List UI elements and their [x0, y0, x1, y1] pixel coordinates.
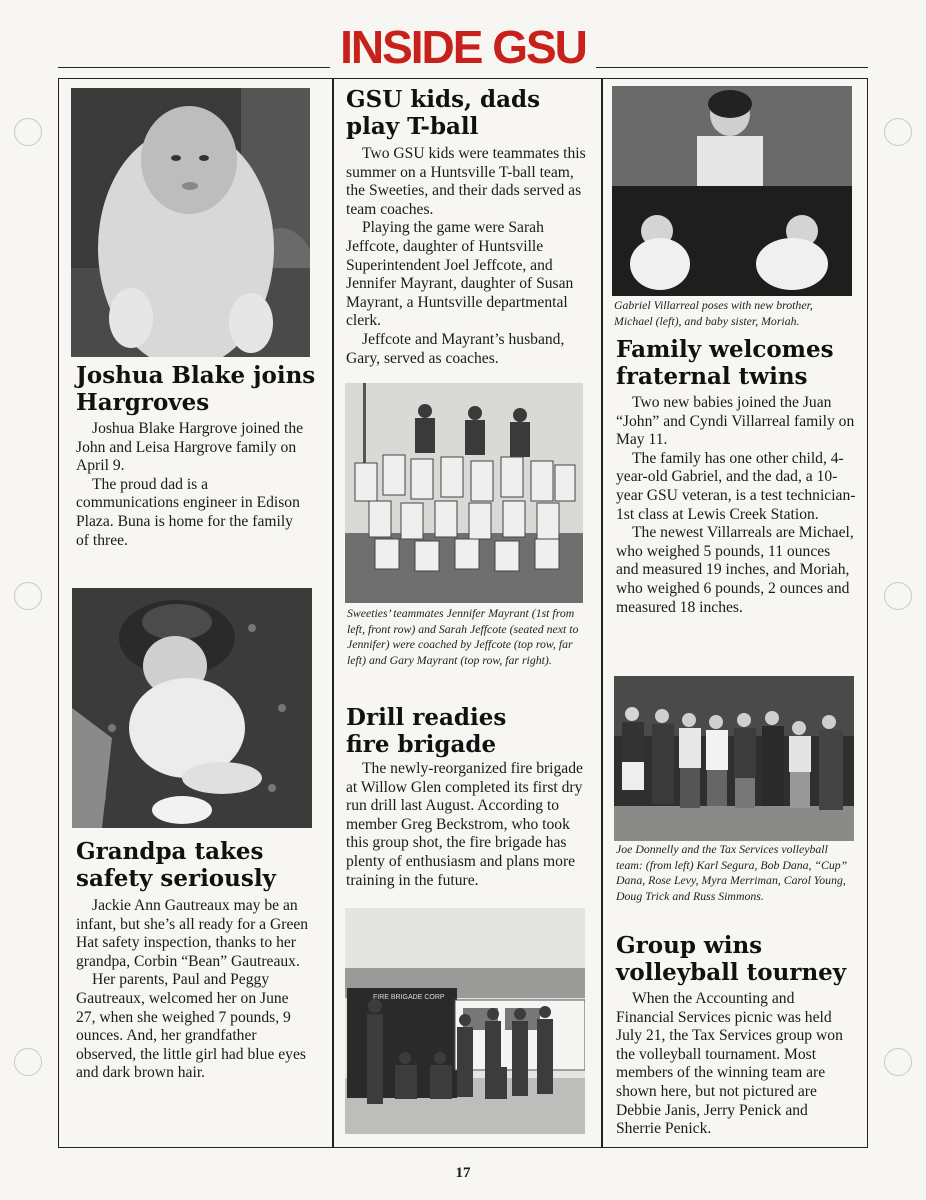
masthead: INSIDE GSU — [340, 21, 586, 73]
paragraph: When the Accounting and Financial Services picnic was held July 21, the Tax Services group won the volleyball tournament. Most members of the winning team are shown here, but not pictured are Debbie Janis, Jerry Penick and Sherrie Penick. — [616, 990, 843, 1138]
paragraph: The newly-reorganized fire brigade at Willow Glen completed its first dry run drill last August. According to member Greg Beckstrom, who took this group shot, the fire brigade has plenty of enthusiasm and plans more training in the future. — [346, 760, 583, 889]
story-tball-body — [346, 145, 586, 368]
photo-fire-brigade — [345, 908, 585, 1134]
headline-tball-line2: play T-ball — [346, 113, 479, 140]
fire-truck-text: FIRE BRIGADE CORP — [373, 994, 445, 1001]
story-grandpa-body — [76, 897, 310, 1083]
page-header — [0, 22, 926, 72]
story-twins-body — [616, 394, 856, 617]
story-joshua-body — [76, 420, 306, 550]
column-divider-1 — [332, 78, 334, 1148]
paragraph: Jeffcote and Mayrant’s husband, Gary, served as coaches. — [346, 330, 565, 367]
punch-hole-right-mid — [884, 582, 912, 610]
punch-hole-left-top — [14, 118, 42, 146]
punch-hole-left-bottom — [14, 1048, 42, 1076]
column-divider-2 — [601, 78, 603, 1148]
paragraph: Her parents, Paul and Peggy Gautreaux, welcomed her on June 27, when she weighed 7 pounds, 9 ounces. And, her grandfather observed, the little girl had blue eyes and dark brown hair. — [76, 971, 306, 1082]
headline-grandpa — [76, 838, 326, 892]
photo-villarreal-kids — [612, 86, 852, 296]
photo-baby-joshua — [71, 88, 310, 357]
paragraph: Playing the game were Sarah Jeffcote, daughter of Huntsville Superintendent Joel Jeffcote, and Jennifer Mayrant, daughter of Susan Mayrant, a Huntsville departmental clerk. — [346, 219, 574, 330]
headline-joshua-line2: Hargroves — [76, 389, 210, 416]
headline-fire — [346, 704, 591, 758]
caption-tball: Sweeties’ teammates Jennifer Mayrant (1st from left, front row) and Sarah Jeffcote (seated next to Jennifer) were coached by Jeffcote (top row, far left) and Gary Mayrant (top row, far right). — [347, 606, 579, 667]
headline-volleyball-line2: volleyball tourney — [616, 959, 847, 986]
headline-fire-line1: Drill readies — [346, 704, 507, 731]
story-volleyball-body — [616, 990, 856, 1139]
header-rule-right — [596, 67, 868, 68]
paragraph: The family has one other child, 4-year-old Gabriel, and the dad, a 10-year GSU veteran, is a test technician-1st class at Lewis Creek Station. — [616, 449, 856, 523]
paragraph: The newest Villarreals are Michael, who weighed 5 pounds, 11 ounces and measured 19 inches, and Moriah, who weighed 6 pounds, 2 ounces and measured 18 inches. — [616, 524, 854, 616]
caption-volleyball: Joe Donnelly and the Tax Services volleyball team: (from left) Karl Segura, Bob Dana, “Cup” Dana, Rose Levy, Myra Merriman, Carol Young, Doug Trick and Russ Simmons. — [616, 842, 848, 903]
headline-joshua — [76, 362, 326, 416]
headline-twins-line2: fraternal twins — [616, 363, 808, 390]
paragraph: Joshua Blake Hargrove joined the John and Leisa Hargrove family on April 9. — [76, 420, 304, 475]
headline-tball-line1: GSU kids, dads — [346, 86, 541, 113]
paragraph: Jackie Ann Gautreaux may be an infant, but she’s all ready for a Green Hat safety inspection, thanks to her grandpa, Corbin “Bean” Gautreaux. — [76, 897, 309, 970]
headline-volleyball-line1: Group wins — [616, 932, 763, 959]
headline-twins — [616, 336, 861, 390]
paragraph: Two new babies joined the Juan “John” and Cyndi Villarreal family on May 11. — [616, 394, 855, 449]
headline-fire-line2: fire brigade — [346, 731, 497, 758]
paragraph: The proud dad is a communications engineer in Edison Plaza. Buna is home for the family of three. — [76, 475, 300, 549]
headline-twins-line1: Family welcomes — [616, 336, 834, 363]
page-number: 17 — [455, 1165, 471, 1181]
paragraph: Two GSU kids were teammates this summer on a Huntsville T-ball team, the Sweeties, and their dads served as team coaches. — [346, 145, 586, 218]
punch-hole-left-mid — [14, 582, 42, 610]
headline-grandpa-line1: Grandpa takes — [76, 838, 264, 865]
story-fire-body — [346, 760, 586, 890]
punch-hole-right-top — [884, 118, 912, 146]
photo-volleyball-team — [614, 676, 854, 841]
punch-hole-right-bottom — [884, 1048, 912, 1076]
headline-tball — [346, 86, 591, 140]
photo-baby-jackie — [72, 588, 312, 828]
headline-grandpa-line2: safety seriously — [76, 865, 276, 892]
photo-tball-team — [345, 383, 583, 603]
headline-volleyball — [616, 932, 861, 986]
headline-joshua-line1: Joshua Blake joins — [76, 362, 316, 389]
header-rule-left — [58, 67, 330, 68]
caption-villarreal: Gabriel Villarreal poses with new brother, Michael (left), and baby sister, Moriah. — [614, 298, 813, 328]
